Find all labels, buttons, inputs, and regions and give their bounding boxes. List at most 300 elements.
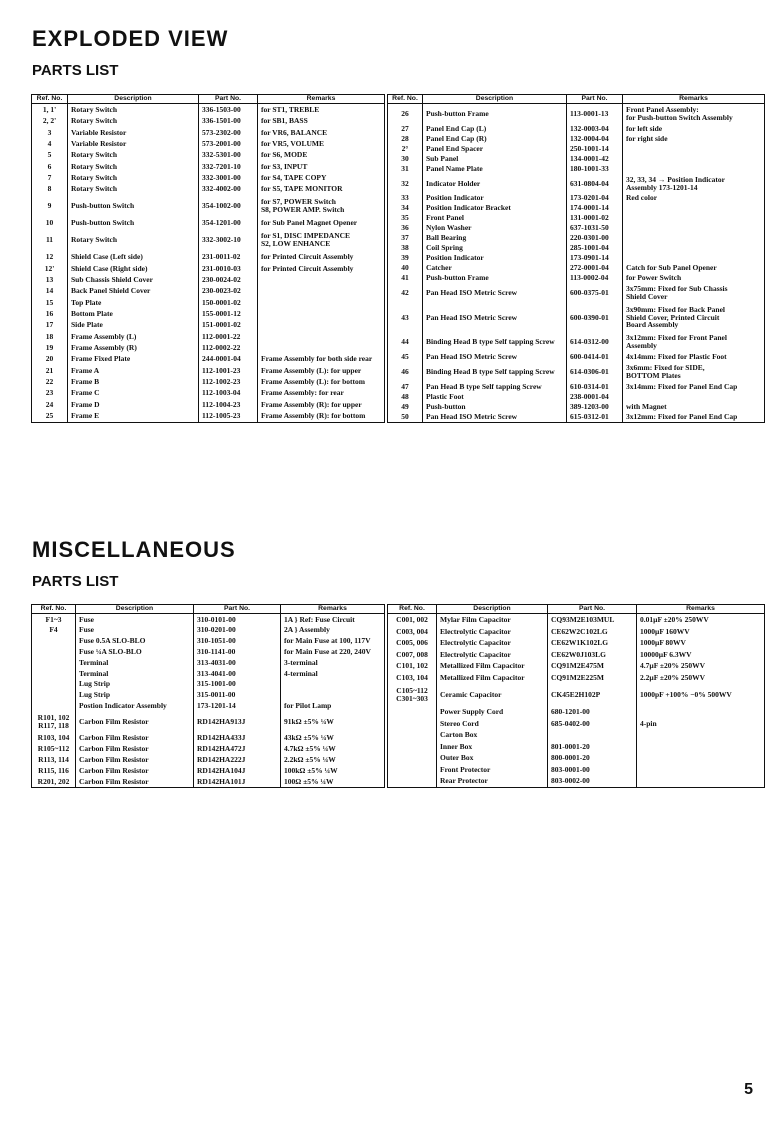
description-cell: Carbon Film Resistor: [76, 711, 194, 733]
description-cell: Frame B: [68, 376, 199, 387]
ref-no-cell: [388, 752, 437, 764]
description-cell: Fuse: [76, 625, 194, 636]
part-no-cell: CQ93M2E103MUL: [548, 614, 637, 626]
part-no-cell: 244-0001-04: [199, 353, 258, 364]
part-no-cell: 685-0402-00: [548, 718, 637, 730]
ref-no-cell: F4: [32, 625, 76, 636]
remarks-cell: for Sub Panel Magnet Opener: [258, 218, 385, 229]
ref-no-cell: 42: [388, 283, 423, 303]
table-row: [388, 283, 765, 303]
description-cell: Coil Spring: [423, 243, 567, 253]
description-cell: Terminal: [76, 657, 194, 668]
table-row: [388, 706, 765, 718]
remarks-cell: 3x12mm: Fixed for Front Panel Assembly: [623, 332, 765, 352]
part-no-cell: 600-0414-01: [567, 352, 623, 362]
ref-no-cell: 7: [32, 172, 68, 183]
part-no-cell: 155-0001-12: [199, 308, 258, 319]
table-row: [388, 243, 765, 253]
table-row: [388, 752, 765, 764]
table-row: [32, 690, 385, 701]
description-cell: Push-button Frame: [423, 104, 567, 124]
part-no-cell: 112-1005-23: [199, 410, 258, 422]
ref-no-cell: 23: [32, 387, 68, 398]
ref-no-cell: [388, 775, 437, 787]
table-row: [32, 647, 385, 658]
description-cell: Push-button: [423, 402, 567, 412]
remarks-cell: [623, 144, 765, 154]
description-cell: Frame E: [68, 410, 199, 422]
section2-title: MISCELLANEOUS: [32, 537, 236, 562]
table-row: [32, 331, 385, 342]
column-header-remarks: Remarks: [623, 95, 765, 104]
ref-no-cell: F1~3: [32, 614, 76, 625]
remarks-cell: Frame Assembly (R): for bottom: [258, 410, 385, 422]
description-cell: Inner Box: [437, 741, 548, 753]
table-row: [388, 332, 765, 352]
ref-no-cell: R103, 104: [32, 733, 76, 744]
table-row: [388, 775, 765, 787]
ref-no-cell: 24: [32, 399, 68, 410]
part-no-cell: 230-0024-02: [199, 274, 258, 285]
remarks-cell: for S1, DISC IMPEDANCE S2, LOW ENHANCE: [258, 229, 385, 252]
remarks-cell: Red color: [623, 193, 765, 203]
ref-no-cell: 8: [32, 184, 68, 195]
ref-no-cell: 21: [32, 365, 68, 376]
remarks-cell: for left side: [623, 124, 765, 134]
table-row: [32, 636, 385, 647]
part-no-cell: 113-0002-04: [567, 273, 623, 283]
remarks-cell: for S5, TAPE MONITOR: [258, 184, 385, 195]
part-no-cell: 231-0010-03: [199, 263, 258, 274]
remarks-cell: [623, 154, 765, 164]
table-row: [32, 195, 385, 218]
description-cell: Fuse 0.5A SLO-BLO: [76, 636, 194, 647]
column-header-ref-no: Ref. No.: [32, 95, 68, 104]
table-row: [32, 116, 385, 127]
column-header-description: Description: [68, 95, 199, 104]
ref-no-cell: R113, 114: [32, 754, 76, 765]
table-row: [388, 362, 765, 382]
description-cell: Carbon Film Resistor: [76, 744, 194, 755]
column-header-remarks: Remarks: [281, 605, 385, 614]
ref-no-cell: C103, 104: [388, 672, 437, 684]
description-cell: Ball Bearing: [423, 233, 567, 243]
part-no-cell: 332-4002-00: [199, 184, 258, 195]
remarks-cell: with Magnet: [623, 402, 765, 412]
ref-no-cell: 41: [388, 273, 423, 283]
description-cell: Shield Case (Right side): [68, 263, 199, 274]
ref-no-cell: 28: [388, 134, 423, 144]
part-no-cell: 150-0001-02: [199, 297, 258, 308]
description-cell: Binding Head B type Self tapping Screw: [423, 332, 567, 352]
remarks-cell: 3-terminal: [281, 657, 385, 668]
table-row: [388, 233, 765, 243]
ref-no-cell: 46: [388, 362, 423, 382]
table-row: [388, 683, 765, 706]
ref-no-cell: 36: [388, 223, 423, 233]
part-no-cell: 336-1503-00: [199, 104, 258, 116]
description-cell: Rotary Switch: [68, 184, 199, 195]
description-cell: Electrolytic Capacitor: [437, 626, 548, 638]
description-cell: Electrolytic Capacitor: [437, 649, 548, 661]
part-no-cell: 250-1001-14: [567, 144, 623, 154]
table-row: [32, 410, 385, 422]
remarks-cell: Catch for Sub Panel Opener: [623, 263, 765, 273]
remarks-cell: Frame Assembly (L): for upper: [258, 365, 385, 376]
table-row: [32, 172, 385, 183]
ref-no-cell: R115, 116: [32, 765, 76, 776]
remarks-cell: 91kΩ ±5% ¼W: [281, 711, 385, 733]
description-cell: Rotary Switch: [68, 116, 199, 127]
description-cell: Fuse: [76, 614, 194, 625]
remarks-cell: 1000µF 160WV: [637, 626, 765, 638]
ref-no-cell: [388, 729, 437, 741]
column-header-ref-no: Ref. No.: [388, 95, 423, 104]
table-row: [388, 626, 765, 638]
table-row: [32, 161, 385, 172]
description-cell: Postion Indicator Assembly: [76, 700, 194, 711]
part-no-cell: 332-3002-10: [199, 229, 258, 252]
description-cell: Variable Resistor: [68, 138, 199, 149]
description-cell: Panel End Cap (R): [423, 134, 567, 144]
part-no-cell: 600-0375-01: [567, 283, 623, 303]
description-cell: Top Plate: [68, 297, 199, 308]
part-no-cell: 173-0901-14: [567, 253, 623, 263]
page-number: 5: [744, 1081, 753, 1098]
exploded-parts-table-left: [31, 94, 385, 423]
description-cell: Outer Box: [437, 752, 548, 764]
description-cell: Rotary Switch: [68, 172, 199, 183]
remarks-cell: 0.01µF ±20% 250WV: [637, 614, 765, 626]
description-cell: Frame Assembly (R): [68, 342, 199, 353]
description-cell: Push-button Frame: [423, 273, 567, 283]
table-row: [32, 376, 385, 387]
ref-no-cell: 12: [32, 252, 68, 263]
ref-no-cell: C001, 002: [388, 614, 437, 626]
part-no-cell: 615-0312-01: [567, 412, 623, 423]
remarks-cell: 100Ω ±5% ¼W: [281, 776, 385, 788]
table-row: [388, 412, 765, 423]
table-row: [388, 787, 765, 788]
remarks-cell: [637, 775, 765, 787]
remarks-cell: 4-terminal: [281, 668, 385, 679]
table-row: [388, 382, 765, 392]
part-no-cell: 112-1002-23: [199, 376, 258, 387]
description-cell: Ceramic Capacitor: [437, 683, 548, 706]
description-cell: Pan Head ISO Metric Screw: [423, 412, 567, 423]
remarks-cell: [258, 308, 385, 319]
table-row: [388, 718, 765, 730]
ref-no-cell: 15: [32, 297, 68, 308]
remarks-cell: [623, 203, 765, 213]
description-cell: Rotary Switch: [68, 150, 199, 161]
ref-no-cell: 26: [388, 104, 423, 124]
table-row: [388, 402, 765, 412]
remarks-cell: 3x90mm: Fixed for Back Panel Shield Cover, Printed Circuit Board Assembly: [623, 303, 765, 333]
remarks-cell: [258, 342, 385, 353]
ref-no-cell: 2°: [388, 144, 423, 154]
column-header-ref-no: Ref. No.: [32, 605, 76, 614]
part-no-cell: 134-0001-42: [567, 154, 623, 164]
part-no-cell: [548, 729, 637, 741]
table-row: [388, 764, 765, 776]
description-cell: Metallized Film Capacitor: [437, 672, 548, 684]
part-no-cell: 800-0001-20: [548, 752, 637, 764]
part-no-cell: 313-4031-00: [194, 657, 281, 668]
ref-no-cell: 17: [32, 319, 68, 330]
remarks-cell: [637, 752, 765, 764]
ref-no-cell: 39: [388, 253, 423, 263]
description-cell: Nylon Washer: [423, 223, 567, 233]
part-no-cell: CE62W1K102LG: [548, 637, 637, 649]
part-no-cell: 112-0001-22: [199, 331, 258, 342]
description-cell: Fuse ¼A SLO-BLO: [76, 647, 194, 658]
ref-no-cell: 13: [32, 274, 68, 285]
part-no-cell: 132-0004-04: [567, 134, 623, 144]
description-cell: Bottom Plate: [68, 308, 199, 319]
description-cell: Push-button Switch: [68, 195, 199, 218]
ref-no-cell: 38: [388, 243, 423, 253]
misc-parts-table-right: [387, 604, 765, 788]
part-no-cell: 637-1031-50: [567, 223, 623, 233]
description-cell: Panel End Cap (L): [423, 124, 567, 134]
part-no-cell: 112-1001-23: [199, 365, 258, 376]
ref-no-cell: [32, 647, 76, 658]
remarks-cell: 100kΩ ±5% ¼W: [281, 765, 385, 776]
table-row: [388, 164, 765, 174]
ref-no-cell: 11: [32, 229, 68, 252]
remarks-cell: 3x14mm: Fixed for Panel End Cap: [623, 382, 765, 392]
ref-no-cell: 25: [32, 410, 68, 422]
table-row: [32, 286, 385, 297]
remarks-cell: for S7, POWER Switch S8, POWER AMP. Switch: [258, 195, 385, 218]
remarks-cell: [623, 213, 765, 223]
ref-no-cell: C007, 008: [388, 649, 437, 661]
ref-no-cell: [32, 700, 76, 711]
ref-no-cell: [32, 668, 76, 679]
ref-no-cell: 5: [32, 150, 68, 161]
remarks-cell: for Main Fuse at 100, 117V: [281, 636, 385, 647]
table-row: [32, 765, 385, 776]
description-cell: Rotary Switch: [68, 161, 199, 172]
remarks-cell: 10000µF 6.3WV: [637, 649, 765, 661]
part-no-cell: 112-0002-22: [199, 342, 258, 353]
part-no-cell: 573-2302-00: [199, 127, 258, 138]
description-cell: Binding Head B type Self tapping Screw: [423, 362, 567, 382]
remarks-cell: 32, 33, 34 → Position Indicator Assembly 173-1201-14: [623, 174, 765, 194]
remarks-cell: for right side: [623, 134, 765, 144]
table-row: [32, 399, 385, 410]
part-no-cell: 173-0201-04: [567, 193, 623, 203]
part-no-cell: 313-4041-00: [194, 668, 281, 679]
part-no-cell: RD142HA472J: [194, 744, 281, 755]
description-cell: Catcher: [423, 263, 567, 273]
remarks-cell: 3x6mm: Fixed for SIDE, BOTTOM Plates: [623, 362, 765, 382]
part-no-cell: 238-0001-04: [567, 392, 623, 402]
ref-no-cell: [32, 679, 76, 690]
description-cell: Position Indicator: [423, 193, 567, 203]
part-no-cell: 112-1003-04: [199, 387, 258, 398]
ref-no-cell: 6: [32, 161, 68, 172]
part-no-cell: 231-0011-02: [199, 252, 258, 263]
remarks-cell: 4.7µF ±20% 250WV: [637, 660, 765, 672]
remarks-cell: 43kΩ ±5% ¼W: [281, 733, 385, 744]
description-cell: Side Plate: [68, 319, 199, 330]
column-header-description: Description: [437, 605, 548, 614]
column-header-part-no: Part No.: [567, 95, 623, 104]
table-row: [388, 134, 765, 144]
description-cell: Rotary Switch: [68, 104, 199, 116]
table-row: [388, 741, 765, 753]
part-no-cell: 573-2001-00: [199, 138, 258, 149]
part-no-cell: 803-0001-00: [548, 764, 637, 776]
part-no-cell: 332-3001-00: [199, 172, 258, 183]
table-row: [32, 252, 385, 263]
ref-no-cell: 45: [388, 352, 423, 362]
remarks-cell: 1A } Ref: Fuse Circuit: [281, 614, 385, 625]
description-cell: Front Panel: [423, 213, 567, 223]
description-cell: Frame Fixed Plate: [68, 353, 199, 364]
description-cell: Position Indicator: [423, 253, 567, 263]
part-no-cell: 332-7201-10: [199, 161, 258, 172]
part-no-cell: 113-0001-13: [567, 104, 623, 124]
table-row: [32, 319, 385, 330]
header-row: [388, 605, 765, 614]
part-no-cell: 112-1004-23: [199, 399, 258, 410]
remarks-cell: 3x12mm: Fixed for Panel End Cap: [623, 412, 765, 423]
description-cell: Variable Resistor: [68, 127, 199, 138]
ref-no-cell: 40: [388, 263, 423, 273]
table-row: [32, 150, 385, 161]
part-no-cell: 631-0804-04: [567, 174, 623, 194]
description-cell: [437, 787, 548, 788]
exploded-parts-table-right: [387, 94, 765, 423]
remarks-cell: for S4, TAPE COPY: [258, 172, 385, 183]
table-row: [32, 184, 385, 195]
remarks-cell: for S3, INPUT: [258, 161, 385, 172]
header-row: [32, 95, 385, 104]
part-no-cell: RD142HA913J: [194, 711, 281, 733]
description-cell: Metallized Film Capacitor: [437, 660, 548, 672]
description-cell: Power Supply Cord: [437, 706, 548, 718]
ref-no-cell: 20: [32, 353, 68, 364]
ref-no-cell: 2, 2': [32, 116, 68, 127]
ref-no-cell: C005, 006: [388, 637, 437, 649]
part-no-cell: 272-0001-04: [567, 263, 623, 273]
part-no-cell: 803-0002-00: [548, 775, 637, 787]
remarks-cell: [258, 331, 385, 342]
description-cell: Panel Name Plate: [423, 164, 567, 174]
ref-no-cell: 22: [32, 376, 68, 387]
remarks-cell: [258, 319, 385, 330]
remarks-cell: [637, 741, 765, 753]
table-row: [32, 679, 385, 690]
table-row: [388, 263, 765, 273]
part-no-cell: 354-1201-00: [199, 218, 258, 229]
description-cell: Sub Chassis Shield Cover: [68, 274, 199, 285]
part-no-cell: 310-0201-00: [194, 625, 281, 636]
table-row: [32, 668, 385, 679]
remarks-cell: for Pilot Lamp: [281, 700, 385, 711]
part-no-cell: 336-1501-00: [199, 116, 258, 127]
description-cell: Terminal: [76, 668, 194, 679]
ref-no-cell: C003, 004: [388, 626, 437, 638]
part-no-cell: 332-5301-00: [199, 150, 258, 161]
ref-no-cell: 27: [388, 124, 423, 134]
description-cell: Frame Assembly (L): [68, 331, 199, 342]
table-row: [388, 104, 765, 124]
remarks-cell: 2.2kΩ ±5% ¼W: [281, 754, 385, 765]
ref-no-cell: 50: [388, 412, 423, 423]
table-row: [388, 303, 765, 333]
ref-no-cell: R101, 102 R117, 118: [32, 711, 76, 733]
remarks-cell: for Main Fuse at 220, 240V: [281, 647, 385, 658]
ref-no-cell: 16: [32, 308, 68, 319]
remarks-cell: [623, 223, 765, 233]
table-row: [32, 218, 385, 229]
remarks-cell: for SB1, BASS: [258, 116, 385, 127]
description-cell: Panel End Spacer: [423, 144, 567, 154]
column-header-description: Description: [423, 95, 567, 104]
table-row: [388, 144, 765, 154]
part-no-cell: RD142HA104J: [194, 765, 281, 776]
table-row: [32, 229, 385, 252]
table-row: [32, 365, 385, 376]
remarks-cell: for ST1, TREBLE: [258, 104, 385, 116]
ref-no-cell: 14: [32, 286, 68, 297]
table-row: [388, 124, 765, 134]
description-cell: Electrolytic Capacitor: [437, 637, 548, 649]
ref-no-cell: 12': [32, 263, 68, 274]
remarks-cell: [623, 243, 765, 253]
part-no-cell: 614-0312-00: [567, 332, 623, 352]
description-cell: Frame C: [68, 387, 199, 398]
ref-no-cell: 49: [388, 402, 423, 412]
description-cell: Front Protector: [437, 764, 548, 776]
section1-title: EXPLODED VIEW: [32, 26, 229, 51]
ref-no-cell: 34: [388, 203, 423, 213]
table-row: [32, 387, 385, 398]
remarks-cell: [637, 787, 765, 788]
column-header-part-no: Part No.: [199, 95, 258, 104]
table-row: [388, 213, 765, 223]
part-no-cell: 131-0001-02: [567, 213, 623, 223]
remarks-cell: Frame Assembly (R): for upper: [258, 399, 385, 410]
ref-no-cell: 47: [388, 382, 423, 392]
table-row: [388, 614, 765, 626]
table-row: [388, 273, 765, 283]
remarks-cell: for Printed Circuit Assembly: [258, 252, 385, 263]
ref-no-cell: [388, 764, 437, 776]
part-no-cell: CQ91M2E475M: [548, 660, 637, 672]
table-row: [32, 104, 385, 116]
part-no-cell: 220-0301-00: [567, 233, 623, 243]
remarks-cell: [281, 690, 385, 701]
part-no-cell: 310-0101-00: [194, 614, 281, 625]
description-cell: Carton Box: [437, 729, 548, 741]
part-no-cell: 354-1002-00: [199, 195, 258, 218]
remarks-cell: [623, 392, 765, 402]
ref-no-cell: 37: [388, 233, 423, 243]
ref-no-cell: R201, 202: [32, 776, 76, 788]
remarks-cell: for VR6, BALANCE: [258, 127, 385, 138]
header-row: [388, 95, 765, 104]
column-header-part-no: Part No.: [194, 605, 281, 614]
part-no-cell: 389-1203-00: [567, 402, 623, 412]
description-cell: Carbon Film Resistor: [76, 776, 194, 788]
ref-no-cell: 30: [388, 154, 423, 164]
ref-no-cell: [32, 636, 76, 647]
